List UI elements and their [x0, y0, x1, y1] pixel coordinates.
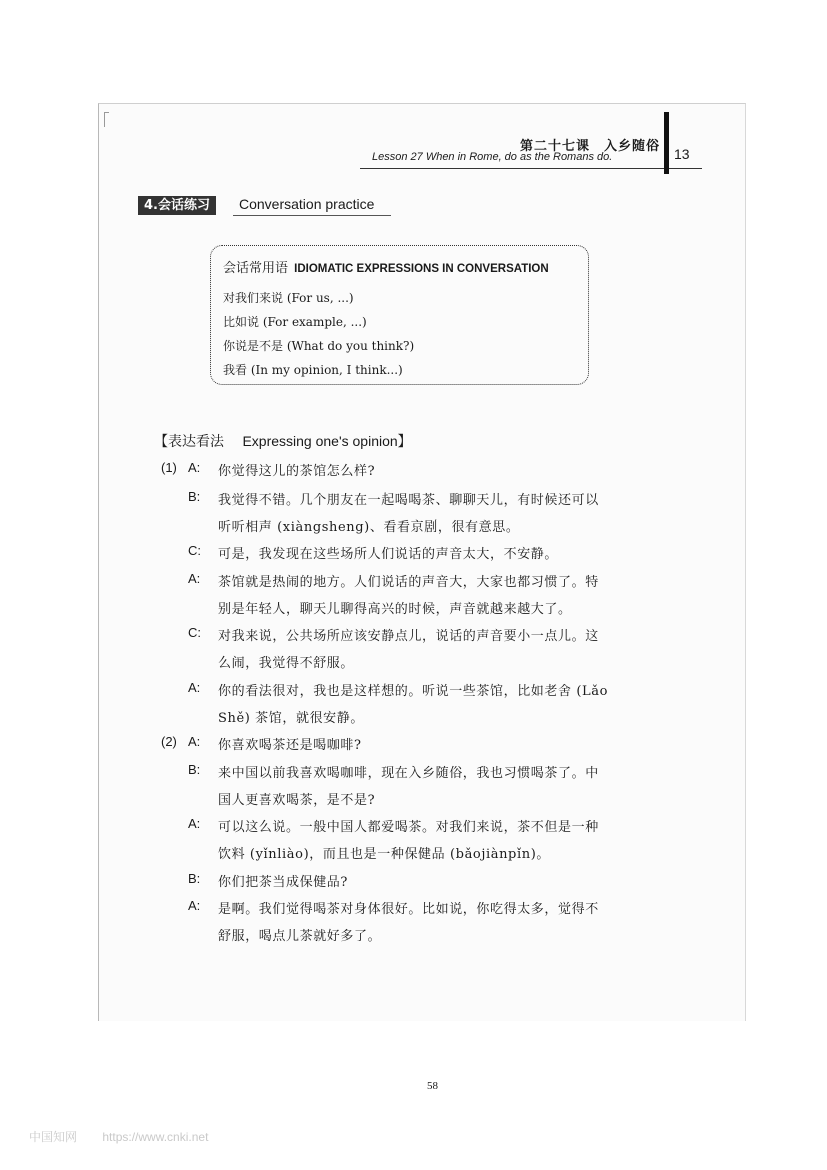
- opinion-heading: [154, 431, 412, 451]
- speaker-label: B:: [188, 871, 201, 886]
- corner-mark: [104, 112, 109, 127]
- lesson-title-en: Lesson 27 When in Rome, do as the Romans do.: [372, 151, 613, 163]
- dialogue-line: 你的看法很对，我也是这样想的。听说一些茶馆，比如老舍 (Lǎo: [218, 684, 609, 699]
- dialogue-number: (1): [161, 460, 177, 475]
- dialogue-number: (2): [161, 734, 177, 749]
- idiom-title-en: IDIOMATIC EXPRESSIONS IN CONVERSATION: [294, 263, 549, 275]
- idiom-item: 我看 (In my opinion, I think...): [223, 363, 403, 377]
- dialogue-line: 你喜欢喝茶还是喝咖啡?: [218, 738, 362, 753]
- header-bar: [664, 112, 669, 174]
- section-title: Conversation practice: [239, 196, 375, 212]
- speaker-label: A:: [188, 734, 201, 749]
- speaker-label: B:: [188, 489, 201, 504]
- speaker-label: A:: [188, 898, 201, 913]
- dialogue-line: 么闹，我觉得不舒服。: [218, 656, 355, 671]
- dialogue-line: 别是年轻人，聊天儿聊得高兴的时候，声音就越来越大了。: [218, 602, 572, 617]
- dialogue-line: Shě) 茶馆，就很安静。: [218, 711, 364, 726]
- dialogue-line: 舒服，喝点儿茶就好多了。: [218, 929, 382, 944]
- dialogue-line: 我觉得不错。几个朋友在一起喝喝茶、聊聊天儿，有时候还可以: [218, 493, 599, 508]
- header-rule: [360, 168, 702, 169]
- speaker-label: B:: [188, 762, 201, 777]
- dialogue-line: 可是，我发现在这些场所人们说话的声音太大，不安静。: [218, 547, 559, 562]
- dialogue-line: 你们把茶当成保健品?: [218, 875, 348, 890]
- dialogue-line: 茶馆就是热闹的地方。人们说话的声音大，大家也都习惯了。特: [218, 575, 599, 590]
- dialogue-line: 来中国以前我喜欢喝咖啡，现在入乡随俗，我也习惯喝茶了。中: [218, 766, 599, 781]
- dialogue-line: 是啊。我们觉得喝茶对身体很好。比如说，你吃得太多，觉得不: [218, 902, 599, 917]
- dialogue-line: 饮料 (yǐnliào)，而且也是一种保健品 (bǎojiànpǐn)。: [218, 847, 550, 862]
- lesson-title-cn: 第二十七课 入乡随俗: [520, 139, 661, 154]
- book-page-number: 13: [674, 146, 690, 162]
- speaker-label: A:: [188, 816, 201, 831]
- dialogue-line: 国人更喜欢喝茶，是不是?: [218, 793, 376, 808]
- dialogue-line: 听听相声 (xiàngsheng)、看看京剧，很有意思。: [218, 520, 520, 535]
- opinion-heading-cn: 【表达看法: [154, 434, 224, 450]
- speaker-label: A:: [188, 680, 201, 695]
- watermark-url: https://www.cnki.net: [102, 1130, 209, 1144]
- speaker-label: C:: [188, 543, 201, 558]
- idiom-title-cn: 会话常用语: [223, 261, 289, 276]
- watermark-cn: 中国知网: [29, 1130, 78, 1144]
- watermark: [29, 1128, 208, 1145]
- idiom-item: 对我们来说 (For us, ...): [223, 291, 354, 305]
- speaker-label: A:: [188, 571, 201, 586]
- idiom-box-title: [223, 257, 549, 276]
- speaker-label: C:: [188, 625, 201, 640]
- section-underline: [233, 215, 391, 216]
- dialogue-line: 可以这么说。一般中国人都爱喝茶。对我们来说，茶不但是一种: [218, 820, 599, 835]
- idiom-item: 比如说 (For example, ...): [223, 315, 367, 329]
- dialogue-line: 对我来说，公共场所应该安静点儿，说话的声音要小一点儿。这: [218, 629, 599, 644]
- speaker-label: A:: [188, 460, 201, 475]
- document-page-number: 58: [427, 1080, 438, 1092]
- dialogue-line: 你觉得这儿的茶馆怎么样?: [218, 464, 376, 479]
- section-badge: 4.会话练习: [138, 196, 216, 215]
- opinion-heading-en: Expressing one's opinion】: [242, 433, 412, 449]
- idiom-item: 你说是不是 (What do you think?): [223, 339, 415, 353]
